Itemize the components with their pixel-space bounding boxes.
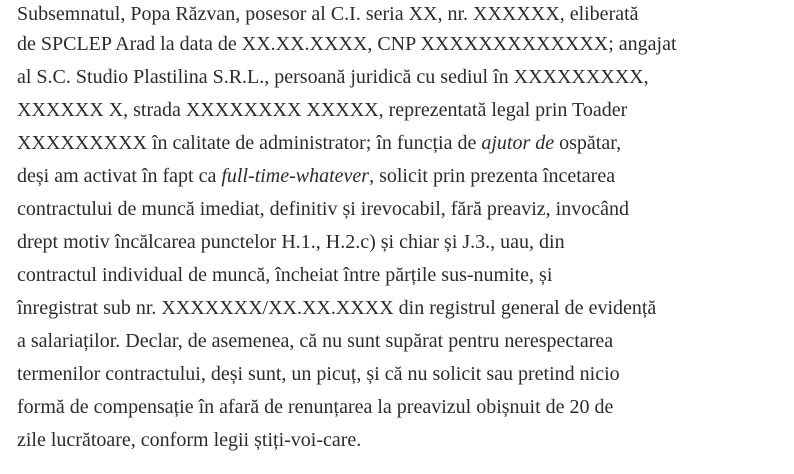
text-line: XXXXXX X, strada XXXXXXXX XXXXX, reprezentată legal prin Toader xyxy=(17,99,628,121)
text-line: termenilor contractului, deși sunt, un picuț, și că nu solicit sau pretind nicio xyxy=(17,363,620,385)
text-line: drept motiv încălcarea punctelor H.1., H.2.c) și chiar și J.3., uau, din xyxy=(17,231,565,253)
text-line: a salariaților. Declar, de asemenea, că nu sunt supărat pentru nerespectarea xyxy=(17,330,614,352)
text-segment: deși am activat în fapt ca xyxy=(17,165,222,187)
text-segment: XXXXXXXXX în calitate de administrator; în funcția de xyxy=(17,132,482,154)
text-line: Subsemnatul, Popa Răzvan, posesor al C.I. seria XX, nr. XXXXXX, eliberată xyxy=(17,3,639,25)
text-line: formă de compensație în afară de renunțarea la preavizul obișnuit de 20 de xyxy=(17,396,614,418)
text-segment: ospătar, xyxy=(554,132,622,154)
text-line: contractului de muncă imediat, definitiv și irevocabil, fără preaviz, invocând xyxy=(17,198,629,220)
italic-phrase: full-time-whatever xyxy=(221,165,370,187)
text-line: al S.C. Studio Plastilina S.R.L., persoană juridică cu sediul în XXXXXXXXX, xyxy=(17,66,649,88)
text-segment: , solicit prin prezenta încetarea xyxy=(369,165,616,187)
text-line: contractul individual de muncă, încheiat între părțile sus-numite, și xyxy=(17,264,553,286)
text-line: de SPCLEP Arad la data de XX.XX.XXXX, CNP XXXXXXXXXXXXX; angajat xyxy=(17,33,677,55)
text-line: înregistrat sub nr. XXXXXXX/XX.XX.XXXX din registrul general de evidență xyxy=(17,297,657,319)
text-line: zile lucrătoare, conform legii știți-voi-care. xyxy=(17,429,362,451)
resignation-letter-text xyxy=(17,0,787,457)
text-line xyxy=(17,127,787,160)
text-line xyxy=(17,160,787,193)
italic-phrase: ajutor de xyxy=(481,132,555,154)
